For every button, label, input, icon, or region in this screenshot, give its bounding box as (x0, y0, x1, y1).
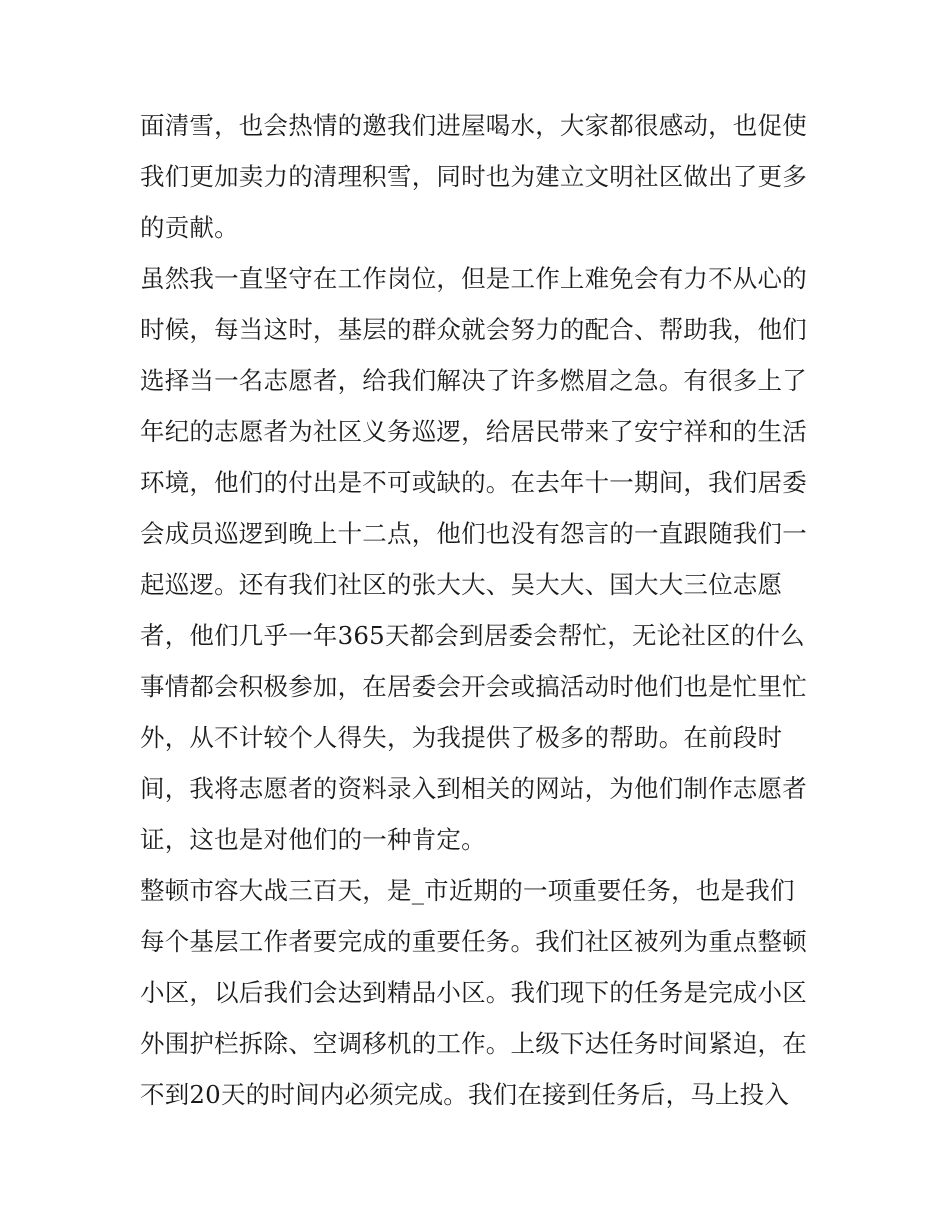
text-line: 每个基层工作者要完成的重要任务。我们社区被列为重点整顿 (140, 927, 807, 956)
text-line: 我们更加卖力的清理积雪，同时也为建立文明社区做出了更多 (140, 162, 807, 191)
text-line: 外，从不计较个人得失，为我提供了极多的帮助。在前段时 (140, 723, 783, 752)
text-line: 面清雪，也会热情的邀我们进屋喝水，大家都很感动，也促使 (140, 111, 807, 140)
text-line: 起巡逻。还有我们社区的张大大、吴大大、国大大三位志愿 (140, 570, 783, 599)
text-line: 不到20天的时间内必须完成。我们在接到任务后，马上投入 (140, 1080, 790, 1109)
text-line: 虽然我一直坚守在工作岗位，但是工作上难免会有力不从心的 (140, 264, 807, 293)
text-line: 时候，每当这时，基层的群众就会努力的配合、帮助我，他们 (140, 315, 807, 344)
text-line: 证，这也是对他们的一种肯定。 (140, 825, 486, 854)
text-line: 整顿市容大战三百天，是_市近期的一项重要任务，也是我们 (140, 876, 795, 905)
text-line: 年纪的志愿者为社区义务巡逻，给居民带来了安宁祥和的生活 (140, 417, 807, 446)
text-line: 环境，他们的付出是不可或缺的。在去年十一期间，我们居委 (140, 468, 807, 497)
text-line: 选择当一名志愿者，给我们解决了许多燃眉之急。有很多上了 (140, 366, 807, 395)
text-line: 者，他们几乎一年365天都会到居委会帮忙，无论社区的什么 (140, 621, 805, 650)
text-line: 外围护栏拆除、空调移机的工作。上级下达任务时间紧迫，在 (140, 1029, 807, 1058)
text-line: 会成员巡逻到晚上十二点，他们也没有怨言的一直跟随我们一 (140, 519, 807, 548)
text-line: 小区，以后我们会达到精品小区。我们现下的任务是完成小区 (140, 978, 807, 1007)
text-line: 事情都会积极参加，在居委会开会或搞活动时他们也是忙里忙 (140, 672, 807, 701)
text-line: 间，我将志愿者的资料录入到相关的网站，为他们制作志愿者 (140, 774, 807, 803)
document-body (140, 100, 820, 1120)
text-line: 的贡献。 (140, 213, 239, 242)
